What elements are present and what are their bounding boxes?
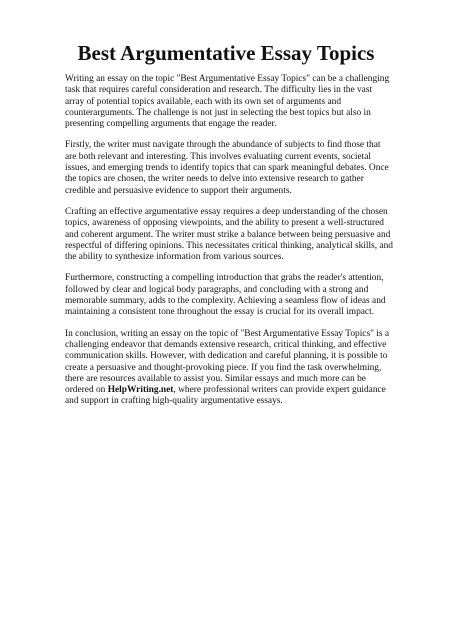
conclusion-text-after-link: , where professional writers can provide expert guidance and support in crafting high-quality argumentative essays.	[65, 385, 386, 407]
paragraph-intro: Writing an essay on the topic "Best Argumentative Essay Topics" can be a challenging task that requires careful consideration and research. The difficulty lies in the vast array of potential topics available, each with its own set of arguments and counterarguments. The challenge is not just in selecting the best topics but also in presenting compelling arguments that engage the reader.	[65, 74, 390, 130]
page-title: Best Argumentative Essay Topics	[77, 41, 375, 65]
paragraph-crafting: Crafting an effective argumentative essay requires a deep understanding of the chosen topics, awareness of opposing viewpoints, and the ability to present a well-structured and coherent argument. The writer must strike a balance between being persuasive and respectful of differing opinions. This necessitates critical thinking, analytical skills, and the ability to synthesize information from various sources.	[65, 206, 393, 263]
helpwriting-link[interactable]: HelpWriting.net	[107, 385, 174, 396]
paragraph-topic-selection: Firstly, the writer must navigate through the abundance of subjects to find those that are both relevant and interesting. This involves evaluating current events, societal issues, and emerging trends to identify topics that can spark meaningful debates. Once the topics are chosen, the writer needs to delve into extensive research to gather credible and persuasive evidence to support their arguments.	[65, 140, 389, 196]
paragraph-structure: Furthermore, constructing a compelling introduction that grabs the reader's attention, followed by clear and logical body paragraphs, and concluding with a strong and memorable summary, adds to the complexity. Achieving a seamless flow of ideas and maintaining a consistent tone throughout the essay is crucial for its overall impact.	[65, 273, 386, 318]
document-body	[65, 74, 393, 418]
paragraph-conclusion	[65, 329, 393, 408]
conclusion-text-before-link: In conclusion, writing an essay on the topic of "Best Argumentative Essay Topics" is a challenging endeavor that demands extensive research, critical thinking, and effective communication skills. However, with dedication and careful planning, it is possible to create a persuasive and thought-provoking piece. If you find the task overwhelming, there are resources available to assist you. Similar essays and much more can be ordered on	[65, 328, 390, 396]
